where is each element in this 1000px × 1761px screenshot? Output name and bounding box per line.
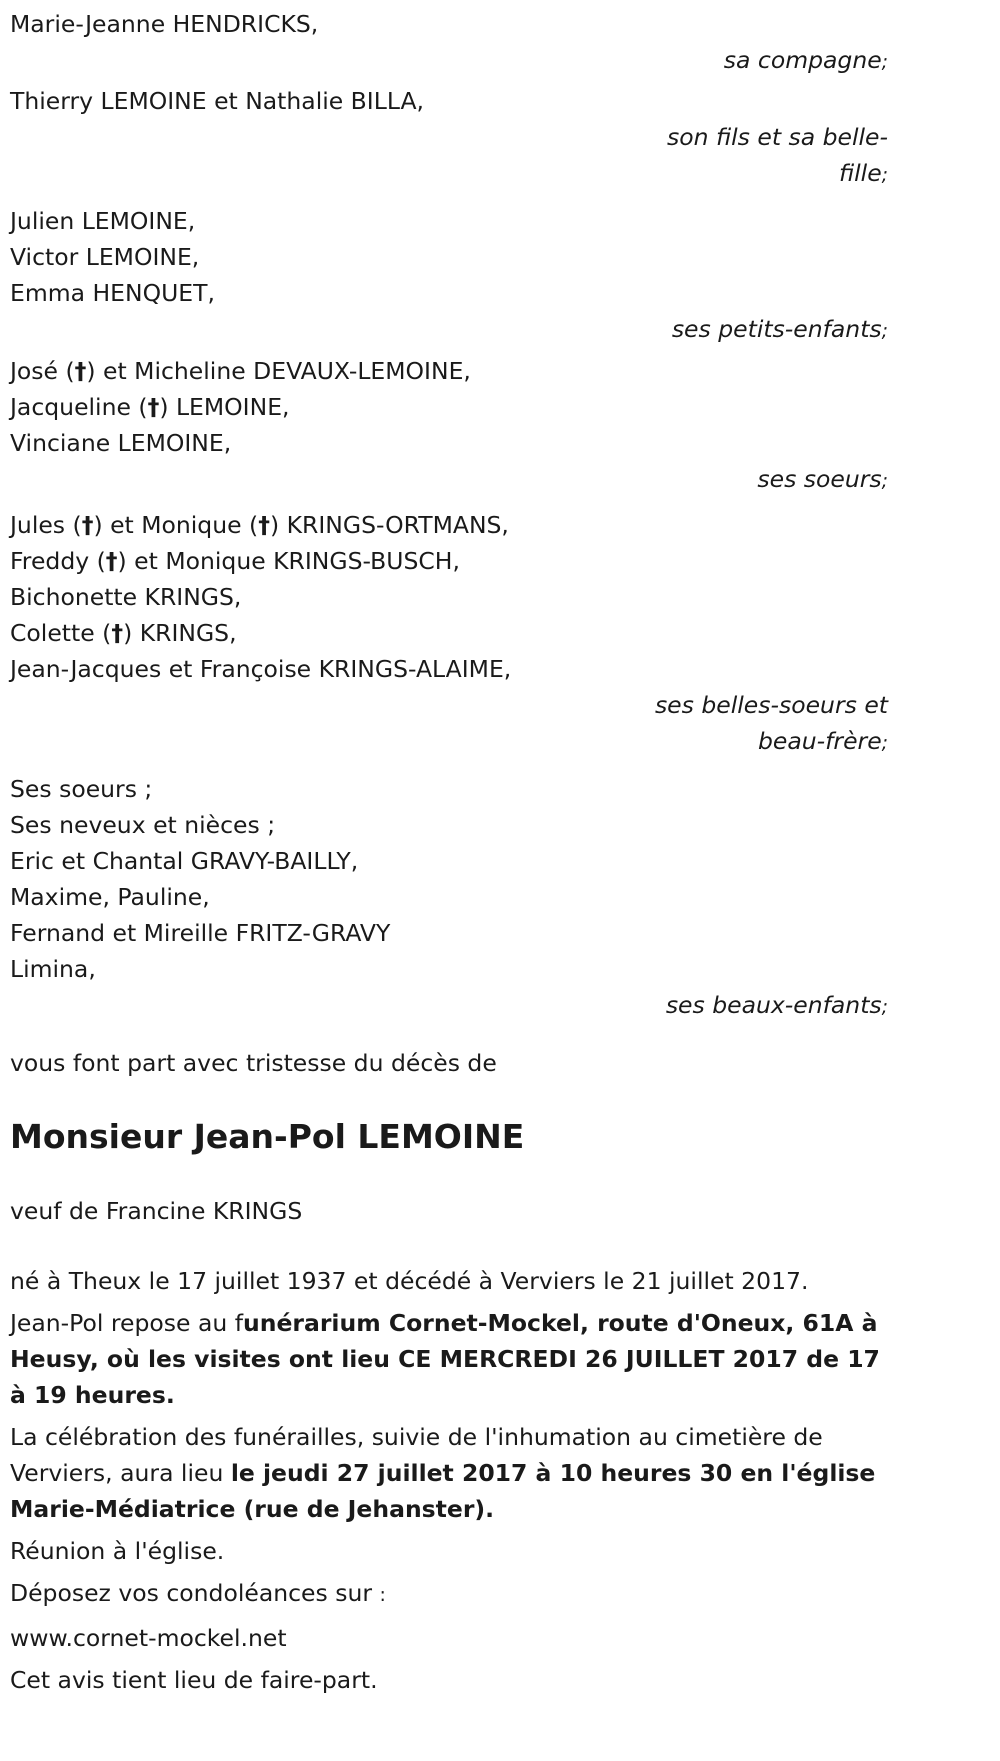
birth-death-text: né à Theux le 17 juillet 1937 et décédé à Verviers le 21 juillet 2017. (10, 1267, 809, 1295)
family-member: Emma HENQUET, (10, 279, 215, 307)
family-role: beau-frère; (758, 727, 888, 755)
family-role: ses beaux-enfants; (665, 991, 888, 1019)
family-group-companion (10, 6, 888, 81)
family-member: Vinciane LEMOINE, (10, 429, 232, 457)
family-role: fille; (838, 159, 888, 187)
family-member: Jules (†) et Monique (†) KRINGS-ORTMANS, (10, 511, 509, 539)
family-member: Victor LEMOINE, (10, 243, 200, 271)
family-group-in-laws (10, 507, 888, 762)
family-member: Bichonette KRINGS, (10, 583, 242, 611)
family-member: Ses soeurs ; (10, 775, 153, 803)
family-group-grandchildren (10, 203, 888, 350)
family-member: Ses neveux et nièces ; (10, 811, 276, 839)
family-member: Colette (†) KRINGS, (10, 619, 237, 647)
family-member: José (†) et Micheline DEVAUX-LEMOINE, (10, 357, 471, 385)
family-member: Eric et Chantal GRAVY-BAILLY, (10, 847, 359, 875)
cross-icon: † (74, 357, 87, 385)
family-member: Freddy (†) et Monique KRINGS-BUSCH, (10, 547, 460, 575)
family-member: Limina, (10, 955, 96, 983)
family-role: ses petits-enfants; (671, 315, 888, 343)
family-group-stepchildren (10, 771, 888, 1026)
family-member: Julien LEMOINE, (10, 207, 196, 235)
family-role: ses soeurs; (757, 465, 888, 493)
repose-text: Jean-Pol repose au funérarium Cornet-Mockel, route d'Oneux, 61A à Heusy, où les visites ont lieu CE MERCREDI 26 JUILLET 2017 de 17 à 19 heures. (10, 1309, 880, 1409)
reunion-text: Réunion à l'église. (10, 1537, 225, 1565)
deceased-name: Monsieur Jean-Pol LEMOINE (10, 1117, 525, 1156)
family-member: Fernand et Mireille FRITZ-GRAVY (10, 919, 391, 947)
website-link[interactable]: www.cornet-mockel.net (10, 1624, 287, 1652)
family-role: sa compagne; (723, 46, 888, 74)
cross-icon: † (111, 619, 124, 647)
family-group-son (10, 83, 888, 194)
closing-text: Cet avis tient lieu de faire-part. (10, 1666, 378, 1694)
cross-icon: † (147, 393, 160, 421)
cross-icon: † (105, 547, 118, 575)
widower-text: veuf de Francine KRINGS (10, 1197, 303, 1225)
family-group-sisters (10, 353, 888, 500)
family-member: Thierry LEMOINE et Nathalie BILLA, (10, 87, 425, 115)
cross-icon: † (258, 511, 270, 539)
celebration-text: La célébration des funérailles, suivie de l'inhumation au cimetière de Verviers, aura lieu le jeudi 27 juillet 2017 à 10 heures 30 en l'église Marie-Médiatrice (rue de Jehanster). (10, 1423, 876, 1523)
cross-icon: † (81, 511, 94, 539)
announcement-block (10, 1045, 888, 1698)
family-role: ses belles-soeurs et (654, 691, 888, 719)
intro-text: vous font part avec tristesse du décès de (10, 1049, 497, 1077)
family-member: Marie-Jeanne HENDRICKS, (10, 10, 319, 38)
family-member: Jean-Jacques et Françoise KRINGS-ALAIME, (10, 655, 512, 683)
family-member: Maxime, Pauline, (10, 883, 210, 911)
family-member: Jacqueline (†) LEMOINE, (10, 393, 290, 421)
family-role: son fils et sa belle- (666, 123, 888, 151)
condolences-text: Déposez vos condoléances sur : (10, 1579, 386, 1607)
